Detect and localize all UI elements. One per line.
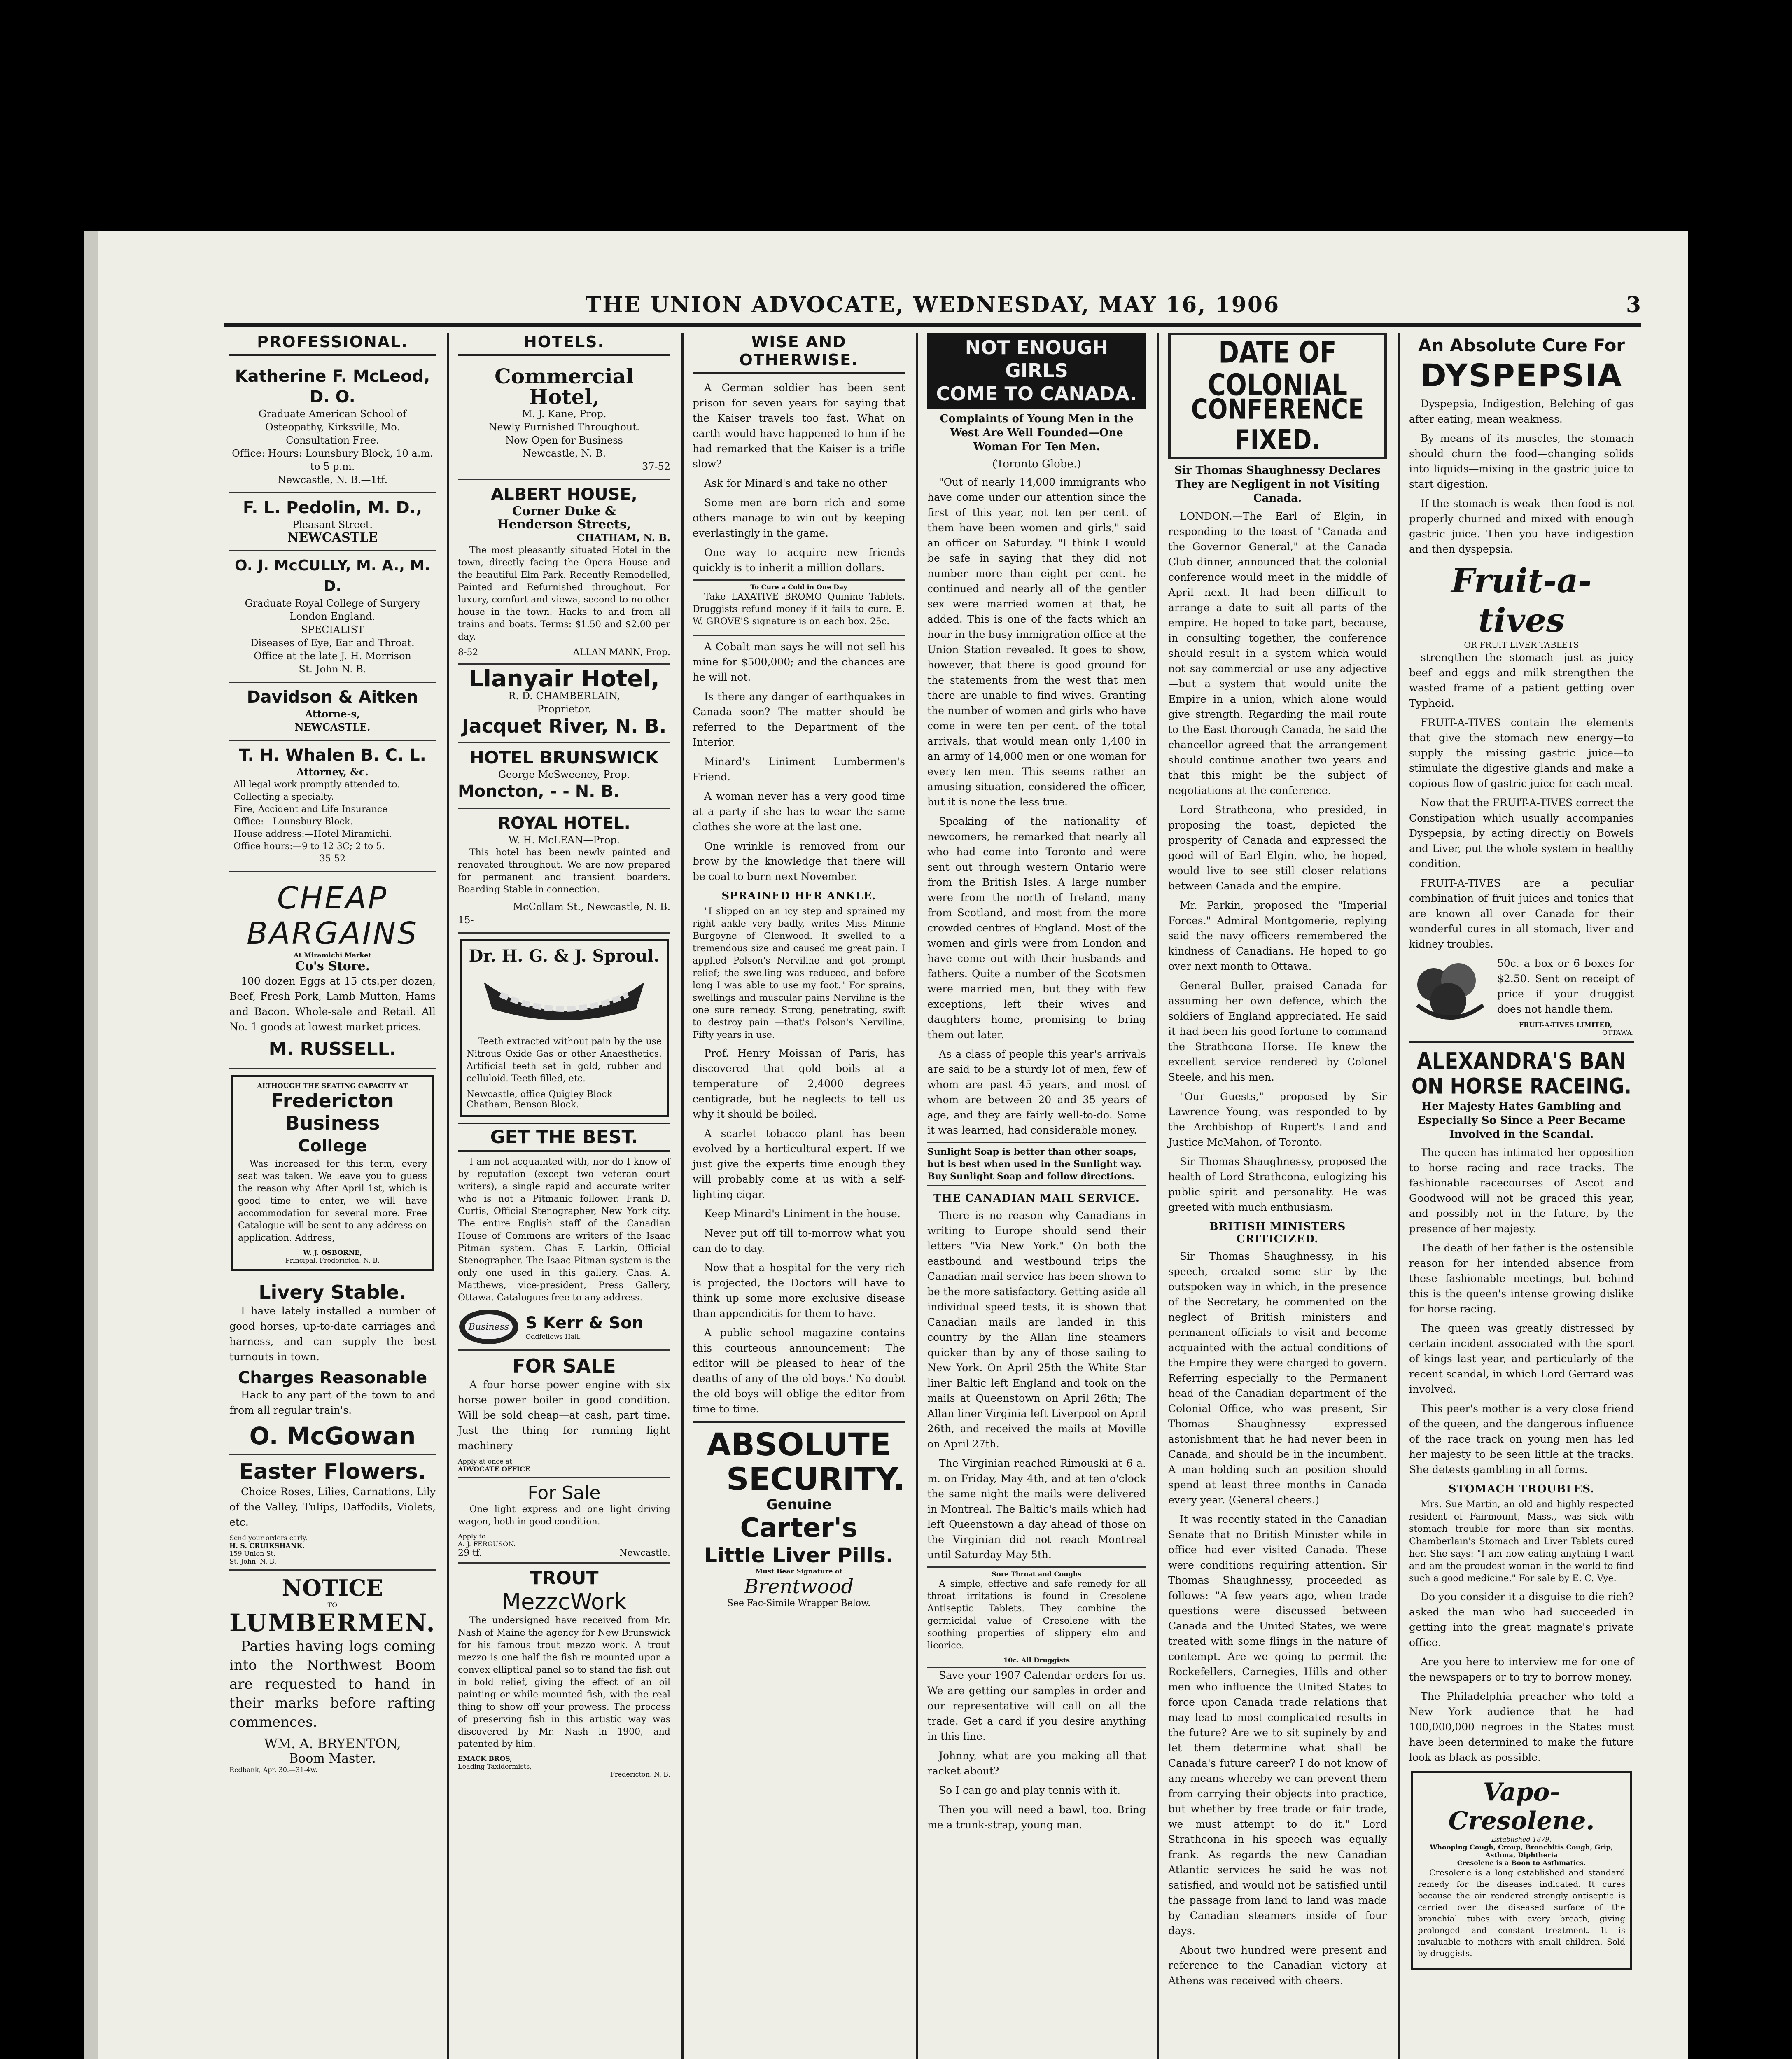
card-line: St. John N. B. [299,663,366,675]
card-line: Newcastle, N. B.—1tf. [277,474,388,486]
ad-name: O. McGowan [249,1422,416,1450]
ad-line: Chatham, Benson Block. [467,1100,579,1110]
card-whalen [229,741,436,872]
article-paragraph: There is no reason why Canadians in writing to Europe should send their letters "Via New York." On both the eastbound and westbound trips the Canadian mail service has been shown to be the more satisfactory. Getting aside all individual speed tests, it is shown that Canadian mails are landed in this country by the Allan line steamers quicker than by any of those sailing to New York. On April 25th the White Star liner Baltic left England and took on the mails at Queenstown on April 26th; The Allan liner Virginia left Liverpool on April 26th, and received the mails at Moville on April 27th. [927,1209,1146,1450]
ad-body: 100 dozen Eggs at 15 cts.per dozen, Beef, Fresh Pork, Lamb Mutton, Hams and Bacon. Whole-sale and Retail. All No. 1 goods at lowest market prices. [229,975,436,1033]
article-paragraph: Then you will need a bawl, too. Bring me a trunk-strap, young man. [927,1804,1146,1831]
ad-line: Redbank, Apr. 30.—31-4w. [229,1766,317,1774]
article-paragraph: Johnny, what are you making all that racket about? [927,1750,1146,1777]
ad-line: Principal, Fredericton, N. B. [285,1256,380,1264]
card-line: Diseases of Eye, Ear and Throat. [250,637,415,649]
article-headline [1168,333,1387,459]
card-line: Now Open for Business [505,434,623,446]
headline-line: CONFERENCE FIXED. [1191,393,1364,456]
article-paragraph: This peer's mother is a very close friend of the queen, and the dangerous influence of the race track on young men has led her majesty to be seen little at the tracks. She detests gambling in all forms. [1409,1403,1634,1476]
masthead-title: THE UNION ADVOCATE, WEDNESDAY, MAY 16, 1906 [585,292,1280,317]
card-detail: Office:—Lounsbury Block. [233,817,353,827]
vapo-cresolene-logo: Vapo-Cresolene. [1448,1778,1595,1836]
article-source: (Toronto Globe.) [992,458,1081,470]
article-subhead: STOMACH TROUBLES. [1448,1483,1595,1496]
ad-line: Oddfellows Hall. [525,1332,581,1340]
ad-body: One light express and one light driving wagon, both in good condition. [458,1504,670,1527]
article-paragraph: Speaking of the nationality of newcomers, he remarked that nearly all who had come into Toronto and were sent out through western Ontario were from the British Isles. A large number were from the north of Ireland, many from Scotland, and most from the more crowded centres of England. Most of the women and girls were from London and have come out with their husbands and fathers. Quite a number of the Scotsmen were married men, but they with few exceptions, left their wives and daughters home, promising to bring them out later. [927,815,1146,1041]
ad-line: St. John, N. B. [229,1557,277,1565]
article-paragraph: Is there any danger of earthquakes in Canada soon? The matter should be referred to the Department of the Interior. [693,691,905,748]
ad-line: Newcastle. [619,1548,670,1558]
column-professional [220,333,445,2059]
article-deck: Her Majesty Hates Gambling and Especially So Since a Peer Became Involved in the Scandal. [1417,1100,1626,1141]
ad-line: TO [327,1601,338,1609]
newspaper-page [84,231,1688,2059]
ad-line: Co's Store. [295,959,370,973]
article-paragraph: As a class of people this year's arrivals are said to be a sturdy lot of men, few of whom are past 45 years, and most of whom are between 20 and 35 years of age, and they are fairly well-to-do. Some it was learned, had considerable money. [927,1048,1146,1136]
article-paragraph: The Philadelphia preacher who told a New York audience that he had 100,000,000 negroes in the States must have been determined to make the future look as black as possible. [1409,1690,1634,1764]
card-line: 15- [458,914,474,926]
ad-body: Take LAXATIVE BROMO Quinine Tablets. Druggists refund money if it fails to cure. E. W. GROVE'S signature is on each box. 25c. [693,592,905,627]
ad-headline: LUMBERMEN. [229,1609,436,1637]
headline-line: COME TO CANADA. [936,383,1137,405]
ad-body: A simple, effective and safe remedy for all throat irritations is found in Cresolene Antiseptic Tablets. They combine the germicidal value of Cresolene with the soothing properties of slippery elm and licorice. [927,1579,1146,1651]
ad-headline: Fredericton Business [271,1090,394,1134]
section-header: WISE AND OTHERWISE. [693,333,905,374]
ad-headline: For Sale [527,1482,601,1503]
ad-headline: Dr. H. G. & J. Sproul. [469,946,660,966]
ad-name: H. S. CRUIKSHANK. [229,1542,305,1550]
article-paragraph: LONDON.—The Earl of Elgin, in responding to the toast of "Canada and the Governor General," at the Canada Club dinner, announced that the colonial conference would meet in the middle of April next. It had been difficult to arrange a date to suit all parts of the empire. He hoped to take part, because, in consulting together, the conference should result in a system which would not say commercial or use any adjective—but a system that would unite the Empire in a union, which alone would give strength. Regarding the mail route to the East thorough Canada, he said the chancellor agreed that the arrangement should continue another two years and that this might be the subject of negotiations at the conference. [1168,510,1387,797]
ad-body: strengthen the stomach—just as juicy beef and eggs and milk strengthen the wasted frame of a patient getting over Typhoid. [1409,651,1634,709]
ad-cheap-bargains [229,872,436,1069]
ad-headline: Livery Stable. [259,1281,406,1303]
card-detail: Collecting a specialty. [233,792,334,802]
ad-body: FRUIT-A-TIVES contain the elements that give the stomach new energy—to supply the missing gastric juice—to stimulate the digestive glands and make a copious flow of gastric juice for each meal. [1409,716,1634,789]
ad-body: The undersigned have received from Mr. Nash of Maine the agency for New Brunswick for his famous trout mezzo work. A trout mezzo is one half the fish re mounted upon a convex elliptical panel so to stand the fish out in bold relief, giving the effect of an oil painting or while mounted fish, with the real thing to show off your prowess. The process of preserving fish in this artistic way was discovered by Mr. Nash in 1900, and patented by him. [458,1615,670,1749]
card-name: ALBERT HOUSE, [491,485,637,504]
ad-headline: FOR SALE [512,1355,616,1377]
card-name: T. H. Whalen B. C. L. [239,746,426,765]
ad-body: Was increased for this term, every seat was taken. We leave you to guess the reason why. After April 1st, which is good time to enter, we will have accommodation for several more. Free Catalogue will be sent to any address on application. Address, [238,1159,427,1243]
article-paragraph: Ask for Minard's and take no other [704,477,887,489]
card-line: NEWCASTLE. [294,721,371,733]
card-line: Newly Furnished Throughout. [488,421,640,433]
ad-name: EMACK BROS, [458,1755,512,1763]
ad-body: Hack to any part of the town to and from all regular train's. [229,1389,436,1416]
column-wise-and-otherwise [684,333,914,2059]
ad-line: Genuine [766,1496,832,1513]
article-paragraph: Do you consider it a disguise to die rich? asked the man who had succeeded in getting into the great magnate's private office. [1409,1591,1634,1649]
card-davidson [229,683,436,741]
ad-get-the-best [458,1123,670,1351]
ad-line: Leading Taxidermists, [458,1763,532,1770]
article-headline [927,333,1146,409]
article-paragraph: A public school magazine contains this courteous announcement: 'The editor will be pleased to hear of the deaths of any of the old boys.' No doubt the old boys will oblige the editor from time to time. [693,1327,905,1415]
ad-body: Now that the FRUIT-A-TIVES correct the Constipation which usually accompanies Dyspepsia, by acting directly on Bowels and Liver, put the whole system in healthy condition. [1409,796,1634,870]
article-subhead: SPRAINED HER ANKLE. [721,890,876,902]
ad-headline: CHEAP [277,880,388,916]
article-deck: Sir Thomas Shaughnessy Declares They are Negligent in not Visiting Canada. [1174,464,1381,505]
ad-headline: BARGAINS [247,916,418,951]
article-paragraph: Mrs. Sue Martin, an old and highly respected resident of Fairmount, Mass., was sick with stomach trouble for more than six months. Chamberlain's Stomach and Liver Tablets cured her. She says: "I am now eating anything I want and am the proudest woman in the world to find such a good medicine." For sale by E. C. Vye. [1409,1499,1634,1584]
ad-line: Fredericton, N. B. [610,1770,670,1778]
ad-headline: Easter Flowers. [239,1459,426,1484]
card-line: Graduate Royal College of Surgery London England. [245,598,420,622]
card-line: R. D. CHAMBERLAIN, [508,690,620,702]
card-albert-house [458,480,670,665]
article-paragraph: The Virginian reached Rimouski at 6 a. m. on Friday, May 4th, and at ten o'clock the same night the mails were delivered in Montreal. The Baltic's mails which had left Queenstown a day ahead of those on the Virginian did not reach Montreal until Saturday May 5th. [927,1457,1146,1561]
article-paragraph: A Cobalt man says he will not sell his mine for $500,000; and the chances are he will not. [693,641,905,683]
ad-name: M. RUSSELL. [268,1039,397,1060]
ad-body: I have lately installed a number of good horses, up-to-date carriages and harness, and can supply the best turnouts in town. [229,1305,436,1363]
card-line: Attorne-s, [305,708,360,720]
card-name: Commercial Hotel, [495,364,634,409]
ad-sunlight-soap: Sunlight Soap is better than other soaps, but is best when used in the Sunlight way. Buy Sunlight Soap and follow directions. [927,1142,1146,1186]
masthead [224,286,1641,327]
ad-line: Whooping Cough, Croup, Bronchitis Cough, Grip, Asthma, Diphtheria [1430,1843,1613,1859]
card-line: W. H. McLEAN—Prop. [508,834,620,846]
ad-headline: NOTICE [282,1575,383,1601]
card-name: F. L. Pedolin, M. D., [243,498,422,517]
ad-body: Parties having logs coming into the Northwest Boom are requested to hand in their marks before rafting commences. [229,1638,436,1730]
article-paragraph: Save your 1907 Calendar orders for us. We are getting our samples in order and our representative will call on all the trade. Get a card if you desire anything in this line. [927,1669,1146,1742]
article-paragraph: Now that a hospital for the very rich is projected, the Doctors will have to think up some more exclusive disease than appendicitis for them to have. [693,1262,905,1319]
ad-trout-mezzo [458,1564,670,1782]
article-alexandra-ban [1409,1041,1634,1477]
article-paragraph: About two hundred were present and reference to the Canadian victory at Athens was received with cheers. [1168,1944,1387,1987]
article-paragraph: Keep Minard's Liniment in the house. [704,1208,901,1220]
card-line: George McSweeney, Prop. [498,769,630,780]
ad-body: 50c. a box or 6 boxes for $2.50. Sent on receipt of price if your druggist does not handle them. [1497,957,1634,1015]
ad-line: Apply at once at [458,1457,512,1465]
ad-headline: Carter's [740,1513,858,1543]
article-paragraph: One wrinkle is removed from our brow by the knowledge that there will be coal to burn next November. [693,840,905,882]
ad-livery [229,1277,436,1455]
card-mcleod [229,362,436,493]
ad-line: OR FRUIT LIVER TABLETS [1464,640,1579,650]
article-paragraph: "I slipped on an icy step and sprained my right ankle very badly, writes Miss Minnie Burgoyne of Glenwood. It swelled to a tremendous size and caused me great pain. I applied Polson's Nerviline and got prompt relief; the swelling was reduced, and before long I was able to use my foot." For sprains, swellings and muscular pains Nerviline is the one sure remedy. Strong, penetrating, swift to destroy pain —that's Polson's Nerviline. Fifty years in use. [693,906,905,1040]
ad-line: ADVOCATE OFFICE [458,1465,530,1473]
ad-cresolene-tablets [927,1566,1146,1668]
card-pedolin [229,493,436,551]
headline-line: ON HORSE RACEING. [1411,1073,1632,1099]
card-llanyair-hotel [458,665,670,743]
card-mccully [229,551,436,683]
ad-name: S Kerr & Son [525,1313,644,1333]
card-name: HOTEL BRUNSWICK [469,747,659,768]
ad-headline: Charges Reasonable [238,1368,427,1387]
card-line: NEWCASTLE [287,530,378,545]
article-paragraph: Mr. Parkin, proposed the "Imperial Forces." Admiral Montgomerie, replying said the navy officers remembered the kindness of Canadians. He hoped to go over next month to Ottawa. [1168,899,1387,973]
article-paragraph: It was recently stated in the Canadian Senate that no British Minister while in office had ever visited Canada. These were conditions requiring attention. Sir Thomas Shaughnessy, proceeded as follows: "A few years ago, when trade questions were discussed between Canada and the United States, we were treated with some flings in the nature of contempt. Are we going to permit the Rockefellers, Carnegies, Hills and other men who influence the United States to force upon Canada trade relations that may lead to most complicated results in the future? Are we to sit supinely by and let them determine what shall be Canada's future career? I do not know of any means whereby we can prevent them from carrying their objects into practice, but whether by free trade or fair trade, we must attempt to do it." Lord Strathcona in his speech was equally frank. As regards the new Canadian Atlantic services he said he was not satisfied, and would not be satisfied until the passage from land to land was made by Canadian steamers inside of four days. [1168,1513,1387,1937]
article-paragraph: General Buller, praised Canada for assuming her own defence, which the soldiers of England appreciated. He said it had been his good fortune to command the Strathcona Horse. He knew the excellent service rendered by Colonel Steele, and his men. [1168,980,1387,1083]
ad-carters-pills [693,1421,905,1608]
ad-headline: ABSOLUTE [707,1426,891,1463]
card-line: SPECIALIST [301,624,364,635]
ad-body: I am not acquainted with, nor do I know of by reputation (except two veteran court writers), a single rapid and accurate writer who is not a Pitmanic follower. Frank D. Curtis, Official Stenographer, New York city. The entire English staff of the Canadian House of Commons are writers of the Isaac Pitman system. Chas F. Larkin, Official Stenographer. The Isaac Pitman system is the only one used in this gallery. Chas. A. Matthews, vice-president, Press Gallery, Ottawa. Catalogues free to any address. [458,1157,670,1303]
ad-easter-flowers [229,1455,436,1571]
column-fruitatives [1400,333,1643,2059]
page-number: 3 [1626,292,1641,317]
ad-fruit-row [1409,956,1634,1037]
card-line: McCollam St., Newcastle, N. B. [513,901,670,913]
article-paragraph: A woman never has a very good time at a party if she has to wear the same clothes she wore at the last one. [693,790,905,833]
ad-body: A four horse power engine with six horse power boiler in good condition. Will be sold cheap—at cash, part time. Just the thing for running light machinery [458,1379,670,1452]
ad-line: Apply to [458,1532,486,1540]
card-name: Katherine F. McLeod, D. O. [235,367,430,406]
ad-line: At Miramichi Market [294,951,371,959]
ad-footer [458,1548,670,1558]
ad-headline: SECURITY. [726,1461,905,1497]
card-line: Moncton, - - N. B. [458,782,620,801]
ad-body: Teeth extracted without pain by the use Nitrous Oxide Gas or other Anaesthetics. Artificial teeth set in gold, rubber and celluloid. Teeth filled, etc. [467,1037,662,1084]
ad-line: See Fac-Simile Wrapper Below. [727,1598,871,1608]
ad-signature: Brentwood [744,1575,854,1598]
card-name: Llanyair Hotel, [469,665,660,692]
headline-line: NOT ENOUGH GIRLS [965,336,1108,382]
card-line: 37-52 [642,461,670,472]
article-paragraph: Minard's Liniment Lumbermen's Friend. [693,756,905,783]
ad-line: Must Bear Signature of [755,1567,842,1575]
card-body: The most pleasantly situated Hotel in the town, directly facing the Opera House and the beautiful Elm Park. Recently Remodelled, Painted and Refurnished throughout. For luxury, comfort and viewa, second to no other house in the town. Hacks to and from all trains and boats. Terms: $1.50 and $2.00 per day. [458,545,670,642]
article-paragraph: Some men are born rich and some others manage to win out by keeping everlastingly in the game. [693,497,905,539]
ad-fredericton-college [231,1075,434,1271]
card-line: Pleasant Street. [292,519,373,530]
ad-headline: To Cure a Cold in One Day [750,583,847,591]
card-line: Newcastle, N. B. [522,448,606,459]
article-deck: Complaints of Young Men in the West Are Well Founded—One Woman For Ten Men. [940,413,1134,453]
column-colonial-conference [1159,333,1396,2059]
article-subhead: THE CANADIAN MAIL SERVICE. [933,1192,1140,1205]
column-not-enough-girls [918,333,1155,2059]
ad-headline: GET THE BEST. [458,1123,670,1152]
ad-name: W. J. OSBORNE, [303,1249,362,1256]
section-header: PROFESSIONAL. [229,333,436,356]
ad-badge-row [458,1308,670,1345]
article-paragraph: Are you here to interview me for one of the newspapers or to try to borrow money. [1409,1656,1634,1683]
article-subhead: BRITISH MINISTERS CRITICIZED. [1209,1221,1346,1246]
ad-line: Established 1879. [1491,1835,1552,1844]
ad-headline: TROUT [530,1568,599,1589]
card-royal-hotel [458,809,670,934]
headline-line: ALEXANDRA'S BAN [1416,1048,1626,1074]
article-paragraph: Sir Thomas Shaughnessy, proposed the health of Lord Strathcona, eulogizing his public spirit and personality. He was greeted with much enthusiasm. [1168,1156,1387,1214]
card-line: 8-52 [458,647,478,658]
card-name: Davidson & Aitken [247,688,418,707]
article-paragraph: Prof. Henry Moissan of Paris, has discovered that gold boils at a temperature of 2,4000 degrees centigrade, but he neglects to tell us why it should be boiled. [693,1047,905,1120]
ad-name: WM. A. BRYENTON, [264,1736,401,1751]
card-line: M. J. Kane, Prop. [522,408,607,420]
card-line: Corner Duke & [512,504,616,518]
ad-line: ALTHOUGH THE SEATING CAPACITY AT [257,1082,408,1090]
card-detail: All legal work promptly attended to. [233,780,400,790]
article-paragraph: Never put off till to-morrow what you can do to-day. [693,1227,905,1254]
card-line: Consultation Free. [286,434,379,446]
ad-headline: DYSPEPSIA [1420,357,1623,394]
ad-body: By means of its muscles, the stomach should churn the food—changing solids into liquids—mixing in the gastric juice to start digestion. [1409,432,1634,490]
card-name: O. J. McCULLY, M. A., M. D. [235,557,430,595]
card-detail: House address:—Hotel Miramichi. [233,829,392,839]
ad-headline: An Absolute Cure For [1418,335,1625,355]
ad-headline: College [298,1137,367,1156]
card-line: Office: Hours: Lounsbury Block, 10 a.m. to 5 p.m. [232,448,433,472]
card-footer [458,647,670,658]
ad-body: Choice Roses, Lilies, Carnations, Lily of the Valley, Tulips, Daffodils, Violets, etc. [229,1486,436,1528]
fruitatives-logo: Fruit-a-tives [1451,561,1592,640]
article-paragraph: A scarlet tobacco plant has been evolved by a horticultural expert. If we just give the experts time enough they will probably come at us with a self-lighting cigar. [693,1128,905,1200]
column-hotels [449,333,679,2059]
ad-headline: Sore Throat and Coughs [992,1570,1082,1578]
fruit-basket-illustration [1409,956,1491,1026]
card-line: ALLAN MANN, Prop. [573,647,670,658]
card-line: Graduate American School of Osteopathy, Kirksville, Mo. [259,408,406,433]
card-detail: 35-52 [319,854,346,864]
ad-vapo-cresolene [1411,1771,1632,1970]
ad-for-sale-engine [458,1351,670,1478]
ad-notice-lumbermen [229,1571,436,1778]
card-hotel-brunswick [458,743,670,809]
ad-body: Dyspepsia, Indigestion, Belching of gas after eating, mean weakness. [1409,397,1634,425]
article-paragraph: The death of her father is the ostensible reason for her intended absence from these fashionable meetings, but behind this is the queen's intense growing dislike for horse racing. [1409,1242,1634,1315]
article-paragraph: Sir Thomas Shaughnessy, in his speech, created some stir by the outspoken way in which, in the presence of the Secretary, he commented on the neglect of British ministers and permanent officials to visit and become acquainted with the actual conditions of the Empire they were charged to govern. Referring especially to the Permanent head of the Canadian department of the Colonial Office, who was present, Sir Thomas Shaughnessy expressed astonishment that he had never been in Canada, and should be in the incumbent. A man holding such an position should spend at least three months in Canada every year. (General cheers.) [1168,1250,1387,1506]
ad-name: FRUIT-A-TIVES LIMITED, [1519,1020,1612,1029]
card-line: Office at the late J. H. Morrison [254,650,411,662]
card-body: This hotel has been newly painted and renovated throughout. We are now prepared for permanent and transient boarders. Boarding Stable in connection. [458,847,670,895]
ad-line: Boom Master. [289,1751,376,1766]
section-header: HOTELS. [458,333,670,356]
article-paragraph: Lord Strathcona, who presided, in proposing the toast, depicted the prosperity of Canada and expressed the good will of Earl Elgin, who, he hoped, would live to see still closer relations between Canada and the empire. [1168,804,1387,892]
ad-line: Send your orders early. [229,1534,308,1542]
dentures-illustration [467,970,661,1032]
ad-cold-cure [693,579,905,636]
card-detail: Office hours:—9 to 12 3C; 2 to 5. [233,841,385,852]
ad-body: FRUIT-A-TIVES are a peculiar combination of fruit juices and tonics that are known all over Canada for their wonderful cures in all stomach, liver and kidney troubles. [1409,877,1634,950]
ad-line: 10c. All Druggists [1003,1656,1070,1664]
ad-headline: Little Liver Pills. [704,1543,894,1567]
ad-line: 29 tf. [458,1548,482,1558]
ad-name: A. J. FERGUSON. [458,1540,516,1548]
ad-line: Newcastle, office Quigley Block [467,1089,612,1100]
card-line: Proprietor. [537,703,591,715]
card-detail: Fire, Accident and Life Insurance [233,804,388,815]
ad-dentist [460,939,669,1117]
headline-line: DATE OF COLONIAL [1207,335,1348,403]
article-paragraph: A German soldier has been sent prison for seven years for saying that the Kaiser travels too fast. What on earth would have happened to him if he had remarked that the Kaiser is a trifle slow? [693,382,905,470]
ad-for-sale-wagon [458,1478,670,1564]
card-name: ROYAL HOTEL. [498,814,630,833]
card-line: CHATHAM, N. B. [576,532,670,544]
ad-line: 159 Union St. [229,1550,276,1557]
article-paragraph: So I can go and play tennis with it. [939,1784,1121,1796]
article-paragraph: One way to acquire new friends quickly is to inherit a million dollars. [693,546,905,574]
card-line: Attorney, &c. [296,766,369,778]
card-line: Henderson Streets, [497,517,631,532]
business-college-seal-icon [458,1308,520,1345]
ad-line: Cresolene is a Boon to Asthmatics. [1457,1859,1586,1867]
article-paragraph: "Our Guests," proposed by Sir Lawrence Young, was responded to by the Archbishop of Rupert's Land and Justice McMahon, of Toronto. [1168,1090,1387,1149]
ad-body: Cresolene is a long established and standard remedy for the diseases indicated. It cures because the air rendered strongly antiseptic is carried over the diseased surface of the bronchial tubes with every breath, giving prolonged and constant treatment. It is invaluable to mothers with small children. Sold by druggists. [1418,1868,1625,1959]
article-paragraph: The queen was greatly distressed by certain incident associated with the sport of kings last year, and particularly of the recent scandal, in which Lord Gerrard was involved. [1409,1322,1634,1396]
ad-line: OTTAWA. [1602,1028,1634,1037]
card-line: Jacquet River, N. B. [462,715,667,737]
card-commercial-hotel [458,362,670,480]
ad-body: If the stomach is weak—then food is not properly churned and mixed with enough gastric juice. Then you have indigestion and then dyspepsia. [1409,497,1634,555]
ad-headline: MezzcWork [502,1589,627,1615]
article-paragraph: The queen has intimated her opposition to horse racing and race tracks. The fashionable racecourses of Ascot and Goodwood will not be graced this year, and possibly not in the future, by the presence of her majesty. [1409,1146,1634,1235]
article-paragraph: "Out of nearly 14,000 immigrants who have come under our attention since the first of this year, not ten per cent. of them have been women and girls," said an officer on Saturday. "I think I would be safe in saying that they did not number more than eight per cent. he continued and nearly all of the gentler sex were married women at that, he added. This is one of the facts which an hour in the busy immigration office at the Union Station revealed. It goes to show, however, that there is good ground for the statements from the west that men there are unable to find wives. Granting the number of women and girls who have come in were ten per cent. of the total arrivals, that would mean only 1,400 in an army of 14,000 men or one woman for every ten men. This seems rather an amusing situation, considered the officer, but it is none the less true. [927,476,1146,808]
svg-text:Business: Business [468,1322,509,1332]
